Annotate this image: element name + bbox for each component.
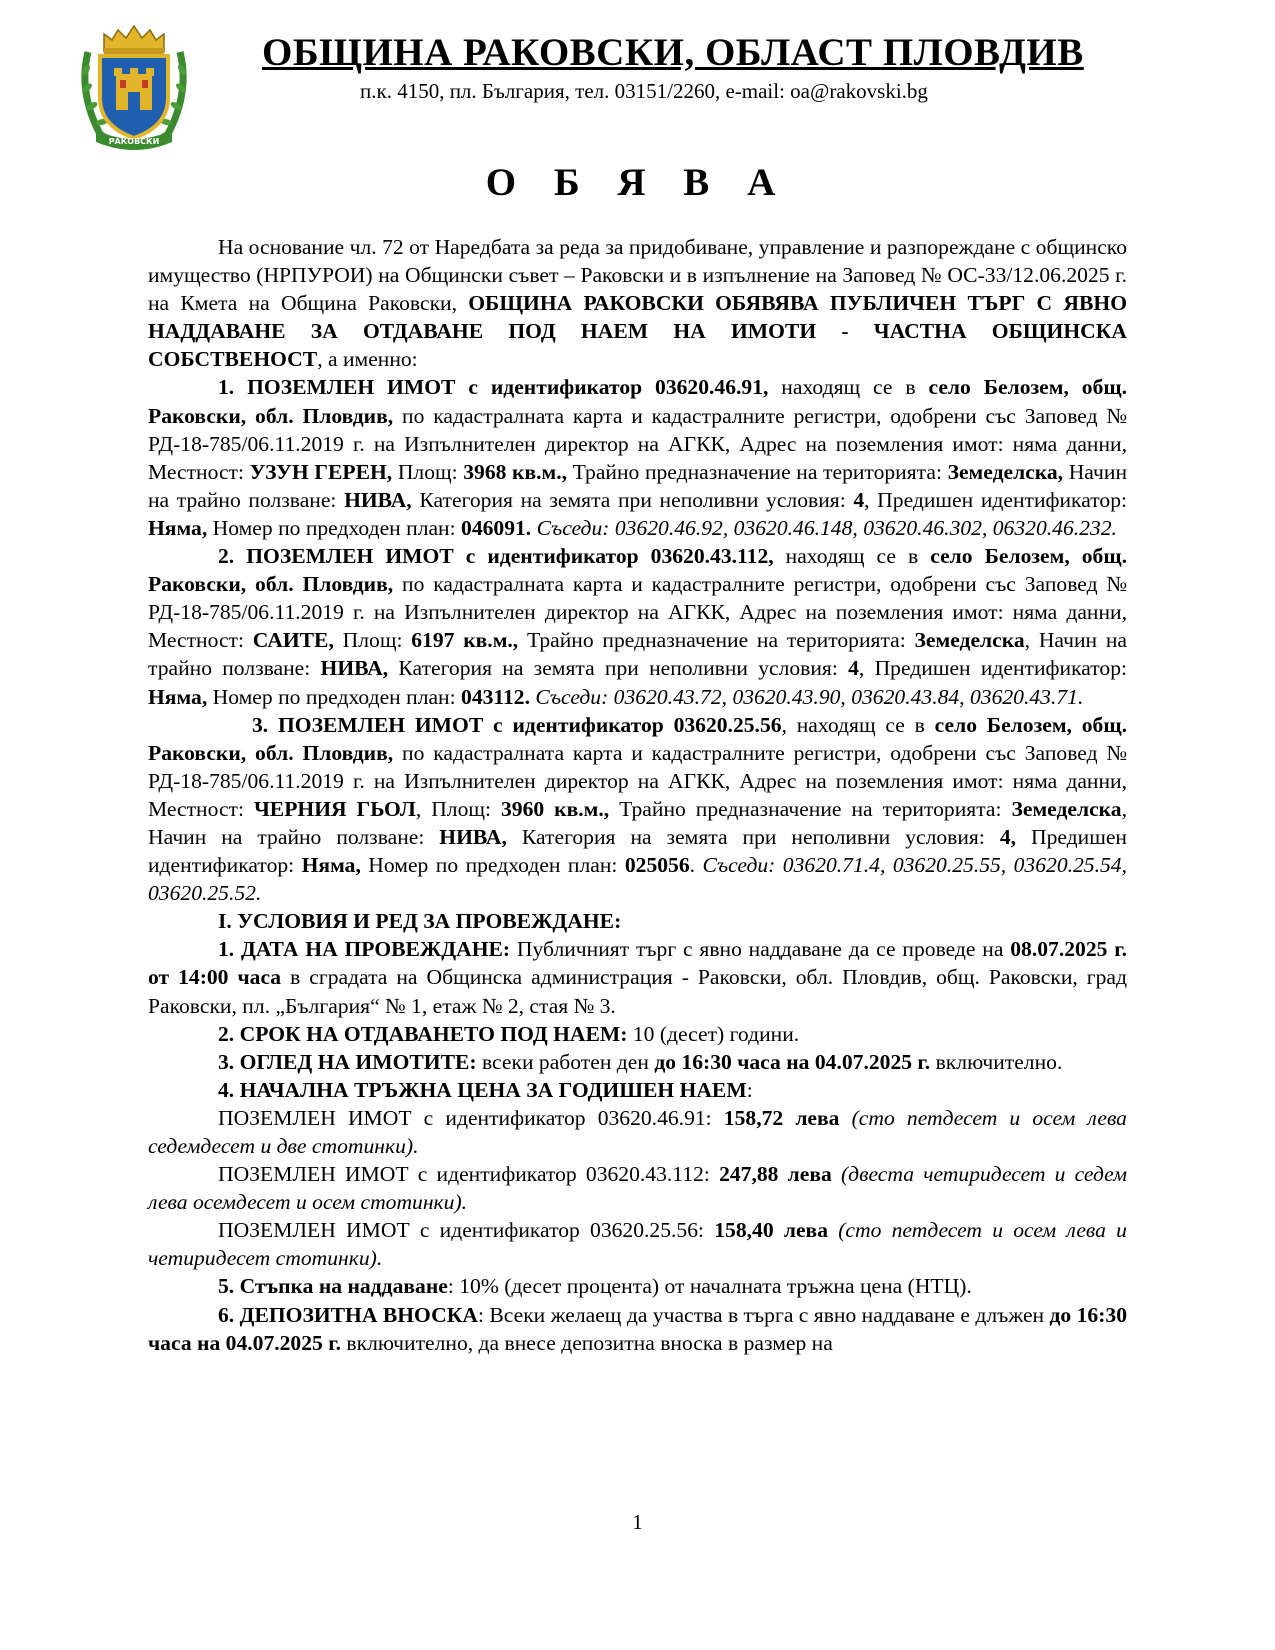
price-line: ПОЗЕМЛЕН ИМОТ с идентификатор 03620.46.91: 158,72 лева (сто петдесет и осем лева седемдесет и две стотинки). — [148, 1105, 1127, 1158]
intro-paragraph: На основание чл. 72 от Наредбата за реда за придобиване, управление и разпореждане с общинско имущество (НРПУРОИ) на Общински съвет – Раковски и в изпълнение на Заповед № ОС-33/12.06.2025 г. на Кмета на Община Раковски, ОБЩИНА РАКОВСКИ ОБЯВЯВА ПУБЛИЧЕН ТЪРГ С ЯВНО НАДДАВАНЕ ЗА ОТДАВАНЕ ПОД НАЕМ НА ИМОТИ - ЧАСТНА ОБЩИНСКА СОБСТВЕНОСТ, а именно: — [148, 235, 1127, 372]
condition-bid-step: 5. Стъпка на наддаване: 10% (десет процента) от началната тръжна цена (НТЦ). — [218, 1274, 972, 1299]
condition-deposit: 6. ДЕПОЗИТНА ВНОСКА: Всеки желаещ да участва в търга с явно наддаване е длъжен до 16:30 часа на 04.07.2025 г. включително, да внесе депозитна вноска в размер на — [148, 1302, 1128, 1355]
page-number: 1 — [632, 1510, 643, 1534]
svg-text:РАКОВСКИ: РАКОВСКИ — [108, 137, 160, 146]
section-heading: I. УСЛОВИЯ И РЕД ЗА ПРОВЕЖДАНЕ: — [218, 909, 622, 934]
condition-date: 1. ДАТА НА ПРОВЕЖДАНЕ: Публичният търг с явно наддаване да се проведе на 08.07.2025 г. от 14:00 часа в сградата на Общинска администрация - Раковски, обл. Пловдив, общ. Раковски, град Раковски, пл. „България“ № 1, етаж № 2, стая № 3. — [148, 937, 1127, 1018]
price-line: ПОЗЕМЛЕН ИМОТ с идентификатор 03620.43.112: 247,88 лева (двеста четиридесет и седем лева осемдесет и осем стотинки). — [148, 1162, 1127, 1215]
organization-title: ОБЩИНА РАКОВСКИ, ОБЛАСТ ПЛОВДИВ — [262, 31, 1084, 74]
coat-of-arms-logo — [78, 22, 190, 152]
document-title: О Б Я В А — [485, 161, 790, 204]
condition-inspection: 3. ОГЛЕД НА ИМОТИТЕ: всеки работен ден до 16:30 часа на 04.07.2025 г. включително. — [218, 1049, 1063, 1074]
condition-term: 2. СРОК НА ОТДАВАНЕТО ПОД НАЕМ: 10 (десет) години. — [218, 1021, 800, 1046]
property-1-paragraph: 1. ПОЗЕМЛЕН ИМОТ с идентификатор 03620.46.91, находящ се в село Белозем, общ. Раковски, обл. Пловдив, по кадастралната карта и кадастралните регистри, одобрени със Заповед № РД-18-785/06.11.2019 г. на Изпълнителен директор на АГКК, Адрес на поземления имот: няма данни, Местност: УЗУН ГЕРЕН, Площ: 3968 кв.м., Трайно предназначение на територията: Земеделска, Начин на трайно ползване: НИВА, Категория на земята при неполивни условия: 4, Предишен идентификатор: Няма, Номер по предходен план: 046091. Съседи: 03620.46.92, 03620.46.148, 03620.46.302, 06320.46.232. — [148, 375, 1127, 540]
organization-contact: п.к. 4150, пл. България, тел. 03151/2260, e-mail: oa@rakovski.bg — [360, 79, 928, 103]
price-line: ПОЗЕМЛЕН ИМОТ с идентификатор 03620.25.56: 158,40 лева (сто петдесет и осем лева и четиридесет стотинки). — [148, 1218, 1127, 1271]
condition-starting-price: 4. НАЧАЛНА ТРЪЖНА ЦЕНА ЗА ГОДИШЕН НАЕМ: — [218, 1077, 753, 1102]
property-3-paragraph: 3. ПОЗЕМЛЕН ИМОТ с идентификатор 03620.25.56, находящ се в село Белозем, общ. Раковски, обл. Пловдив, по кадастралната карта и кадастралните регистри, одобрени със Заповед № РД-18-785/06.11.2019 г. на Изпълнителен директор на АГКК, Адрес на поземления имот: няма данни, Местност: ЧЕРНИЯ ГЬОЛ, Площ: 3960 кв.м., Трайно предназначение на територията: Земеделска, Начин на трайно ползване: НИВА, Категория на земята при неполивни условия: 4, Предишен идентификатор: Няма, Номер по предходен план: 025056. Съседи: 03620.71.4, 03620.25.55, 03620.25.54, 03620.25.52. — [148, 712, 1127, 906]
property-2-paragraph: 2. ПОЗЕМЛЕН ИМОТ с идентификатор 03620.43.112, находящ се в село Белозем, общ. Раковски, обл. Пловдив, по кадастралната карта и кадастралните регистри, одобрени със Заповед № РД-18-785/06.11.2019 г. на Изпълнителен директор на АГКК, Адрес на поземления имот: няма данни, Местност: САИТЕ, Площ: 6197 кв.м., Трайно предназначение на територията: Земеделска, Начин на трайно ползване: НИВА, Категория на земята при неполивни условия: 4, Предишен идентификатор: Няма, Номер по предходен план: 043112. Съседи: 03620.43.72, 03620.43.90, 03620.43.84, 03620.43.71. — [148, 544, 1128, 709]
document-body — [148, 233, 1127, 1357]
